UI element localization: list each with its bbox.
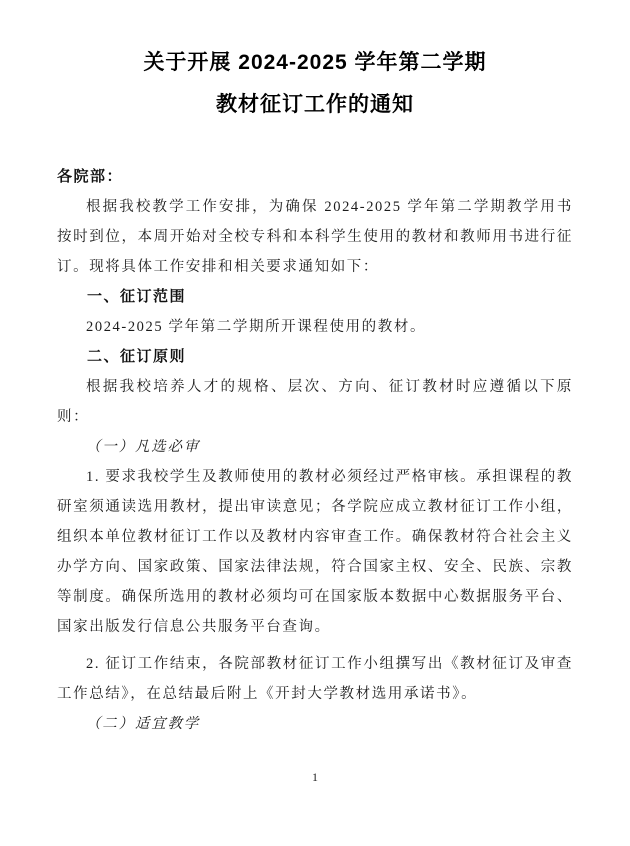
subsection-1-item-1-paragraph: 1. 要求我校学生及教师使用的教材必须经过严格审核。承担课程的教研室须通读选用教材，提出审读意见；各学院应成立教材征订工作小组，组织本单位教材征订工作以及教材内容审查工作。确保教材符合社会主义办学方向、国家政策、国家法律法规，符合国家主权、安全、民族、宗教等制度。确保所选用的教材必须均可在国家版本数据中心数据服务平台、国家出版发行信息公共服务平台查询。	[57, 469, 573, 635]
section-1-paragraph: 2024-2025 学年第二学期所开课程使用的教材。	[86, 319, 427, 335]
section-2-intro-paragraph: 根据我校培养人才的规格、层次、方向、征订教材时应遵循以下原则：	[57, 379, 573, 425]
subsection-2-heading: （二）适宜教学	[86, 716, 201, 732]
subsection-1-heading: （一）凡选必审	[86, 439, 201, 455]
document-title	[57, 42, 573, 126]
page-number: 1	[312, 770, 318, 784]
intro-paragraph: 根据我校教学工作安排，为确保 2024-2025 学年第二学期教学用书按时到位，本周开始对全校专科和本科学生使用的教材和教师用书进行征订。现将具体工作安排和相关要求通知如下：	[57, 199, 573, 275]
title-line-1: 关于开展 2024-2025 学年第二学期	[143, 51, 487, 74]
section-1-heading: 一、征订范围	[87, 288, 187, 305]
salutation: 各院部：	[57, 168, 124, 185]
page-footer	[0, 768, 630, 786]
title-line-2: 教材征订工作的通知	[216, 93, 414, 116]
section-2-heading: 二、征订原则	[87, 348, 187, 365]
subsection-1-item-2-paragraph: 2. 征订工作结束，各院部教材征订工作小组撰写出《教材征订及审查工作总结》，在总结最后附上《开封大学教材选用承诺书》。	[57, 656, 573, 702]
